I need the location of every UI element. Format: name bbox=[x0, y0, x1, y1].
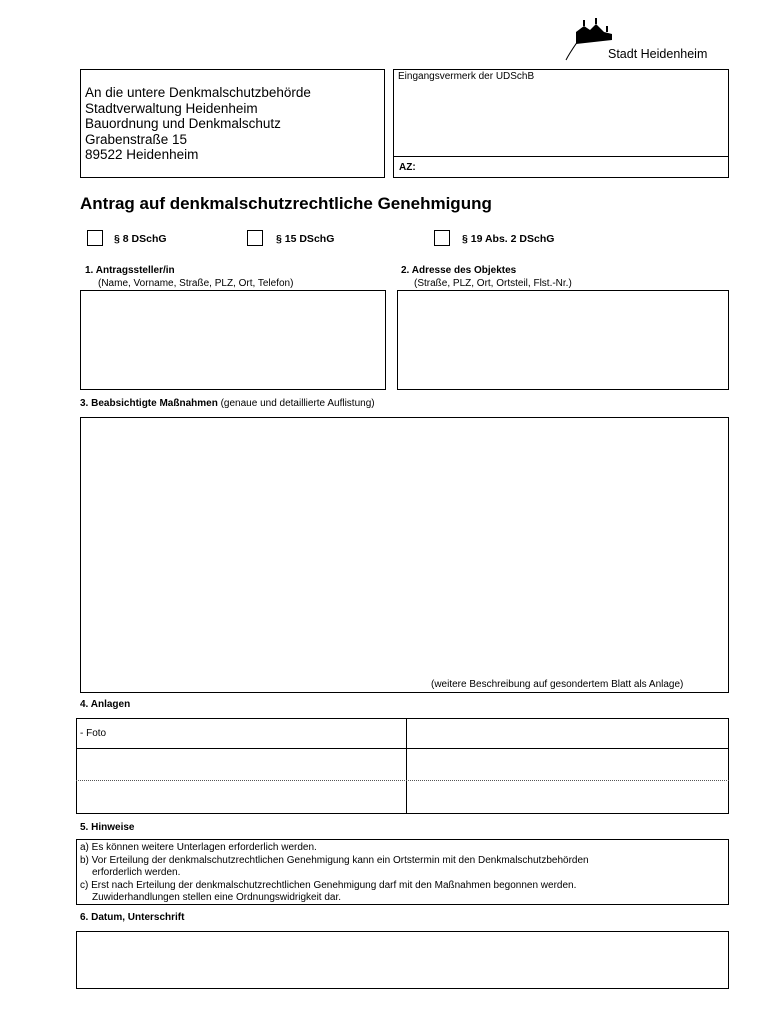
address-line: Grabenstraße 15 bbox=[85, 131, 188, 147]
checkbox-label-para-8: § 8 DSchG bbox=[114, 233, 167, 245]
az-label: AZ: bbox=[399, 162, 416, 173]
note-line: a) Es können weitere Unterlagen erforderlich werden. bbox=[80, 842, 317, 853]
signature-input[interactable] bbox=[76, 931, 729, 989]
note-line: Zuwiderhandlungen stellen eine Ordnungswidrigkeit dar. bbox=[92, 892, 342, 903]
note-line: c) Erst nach Erteilung der denkmalschutzrechtlichen Genehmigung darf mit den Maßnahmen begonnen werden. bbox=[80, 879, 577, 891]
checkbox-para-8[interactable] bbox=[87, 230, 103, 246]
section-measures-label: 3. Beabsichtigte Maßnahmen bbox=[80, 398, 218, 409]
attachment-cell[interactable] bbox=[410, 788, 724, 808]
table-row-line bbox=[76, 748, 729, 749]
checkbox-label-para-15: § 15 DSchG bbox=[276, 233, 335, 245]
address-line: 89522 Heidenheim bbox=[85, 147, 199, 162]
address-line: Bauordnung und Denkmalschutz bbox=[85, 116, 281, 131]
checkbox-para-15[interactable] bbox=[247, 230, 263, 246]
applicant-input[interactable] bbox=[80, 290, 386, 390]
attachment-cell[interactable]: - Foto bbox=[80, 728, 107, 739]
notes-text bbox=[80, 842, 589, 905]
section-object-address-hint: (Straße, PLZ, Ort, Ortsteil, Flst.-Nr.) bbox=[414, 278, 572, 289]
section-applicant-hint: (Name, Vorname, Straße, PLZ, Ort, Telefon) bbox=[98, 278, 294, 289]
object-address-input[interactable] bbox=[397, 290, 729, 390]
checkbox-label-para-19: § 19 Abs. 2 DSchG bbox=[462, 233, 555, 245]
checkbox-para-19[interactable] bbox=[434, 230, 450, 246]
attachment-cell[interactable] bbox=[410, 755, 724, 775]
divider bbox=[393, 156, 729, 157]
section-object-address-label: 2. Adresse des Objektes bbox=[401, 265, 517, 276]
logo-text: Stadt Heidenheim bbox=[608, 47, 708, 61]
recipient-address bbox=[85, 85, 311, 163]
table-divider bbox=[406, 718, 407, 814]
receipt-stamp-field[interactable] bbox=[393, 69, 729, 178]
receipt-label: Eingangsvermerk der UDSchB bbox=[398, 71, 535, 82]
section-measures-heading bbox=[80, 398, 375, 409]
page-title: Antrag auf denkmalschutzrechtliche Genehmigung bbox=[80, 194, 492, 213]
measures-input[interactable] bbox=[80, 417, 729, 693]
attachment-cell[interactable] bbox=[80, 788, 400, 808]
section-attachments-label: 4. Anlagen bbox=[80, 699, 131, 710]
section-signature-label: 6. Datum, Unterschrift bbox=[80, 912, 185, 923]
section-measures-hint: (genaue und detaillierte Auflistung) bbox=[220, 398, 375, 409]
section-notes-label: 5. Hinweise bbox=[80, 822, 135, 833]
address-line: An die untere Denkmalschutzbehörde bbox=[85, 85, 311, 100]
attachment-cell[interactable] bbox=[410, 728, 724, 746]
address-line: Stadtverwaltung Heidenheim bbox=[85, 100, 258, 116]
note-line: b) Vor Erteilung der denkmalschutzrechtlichen Genehmigung kann ein Ortstermin mit den Denkmalschutzbehörden bbox=[80, 854, 589, 866]
attachment-cell[interactable] bbox=[80, 755, 400, 775]
measures-note: (weitere Beschreibung auf gesondertem Blatt als Anlage) bbox=[431, 679, 684, 690]
table-row-line bbox=[76, 780, 729, 781]
section-applicant-label: 1. Antragssteller/in bbox=[85, 265, 175, 276]
note-line: erforderlich werden. bbox=[92, 867, 181, 878]
